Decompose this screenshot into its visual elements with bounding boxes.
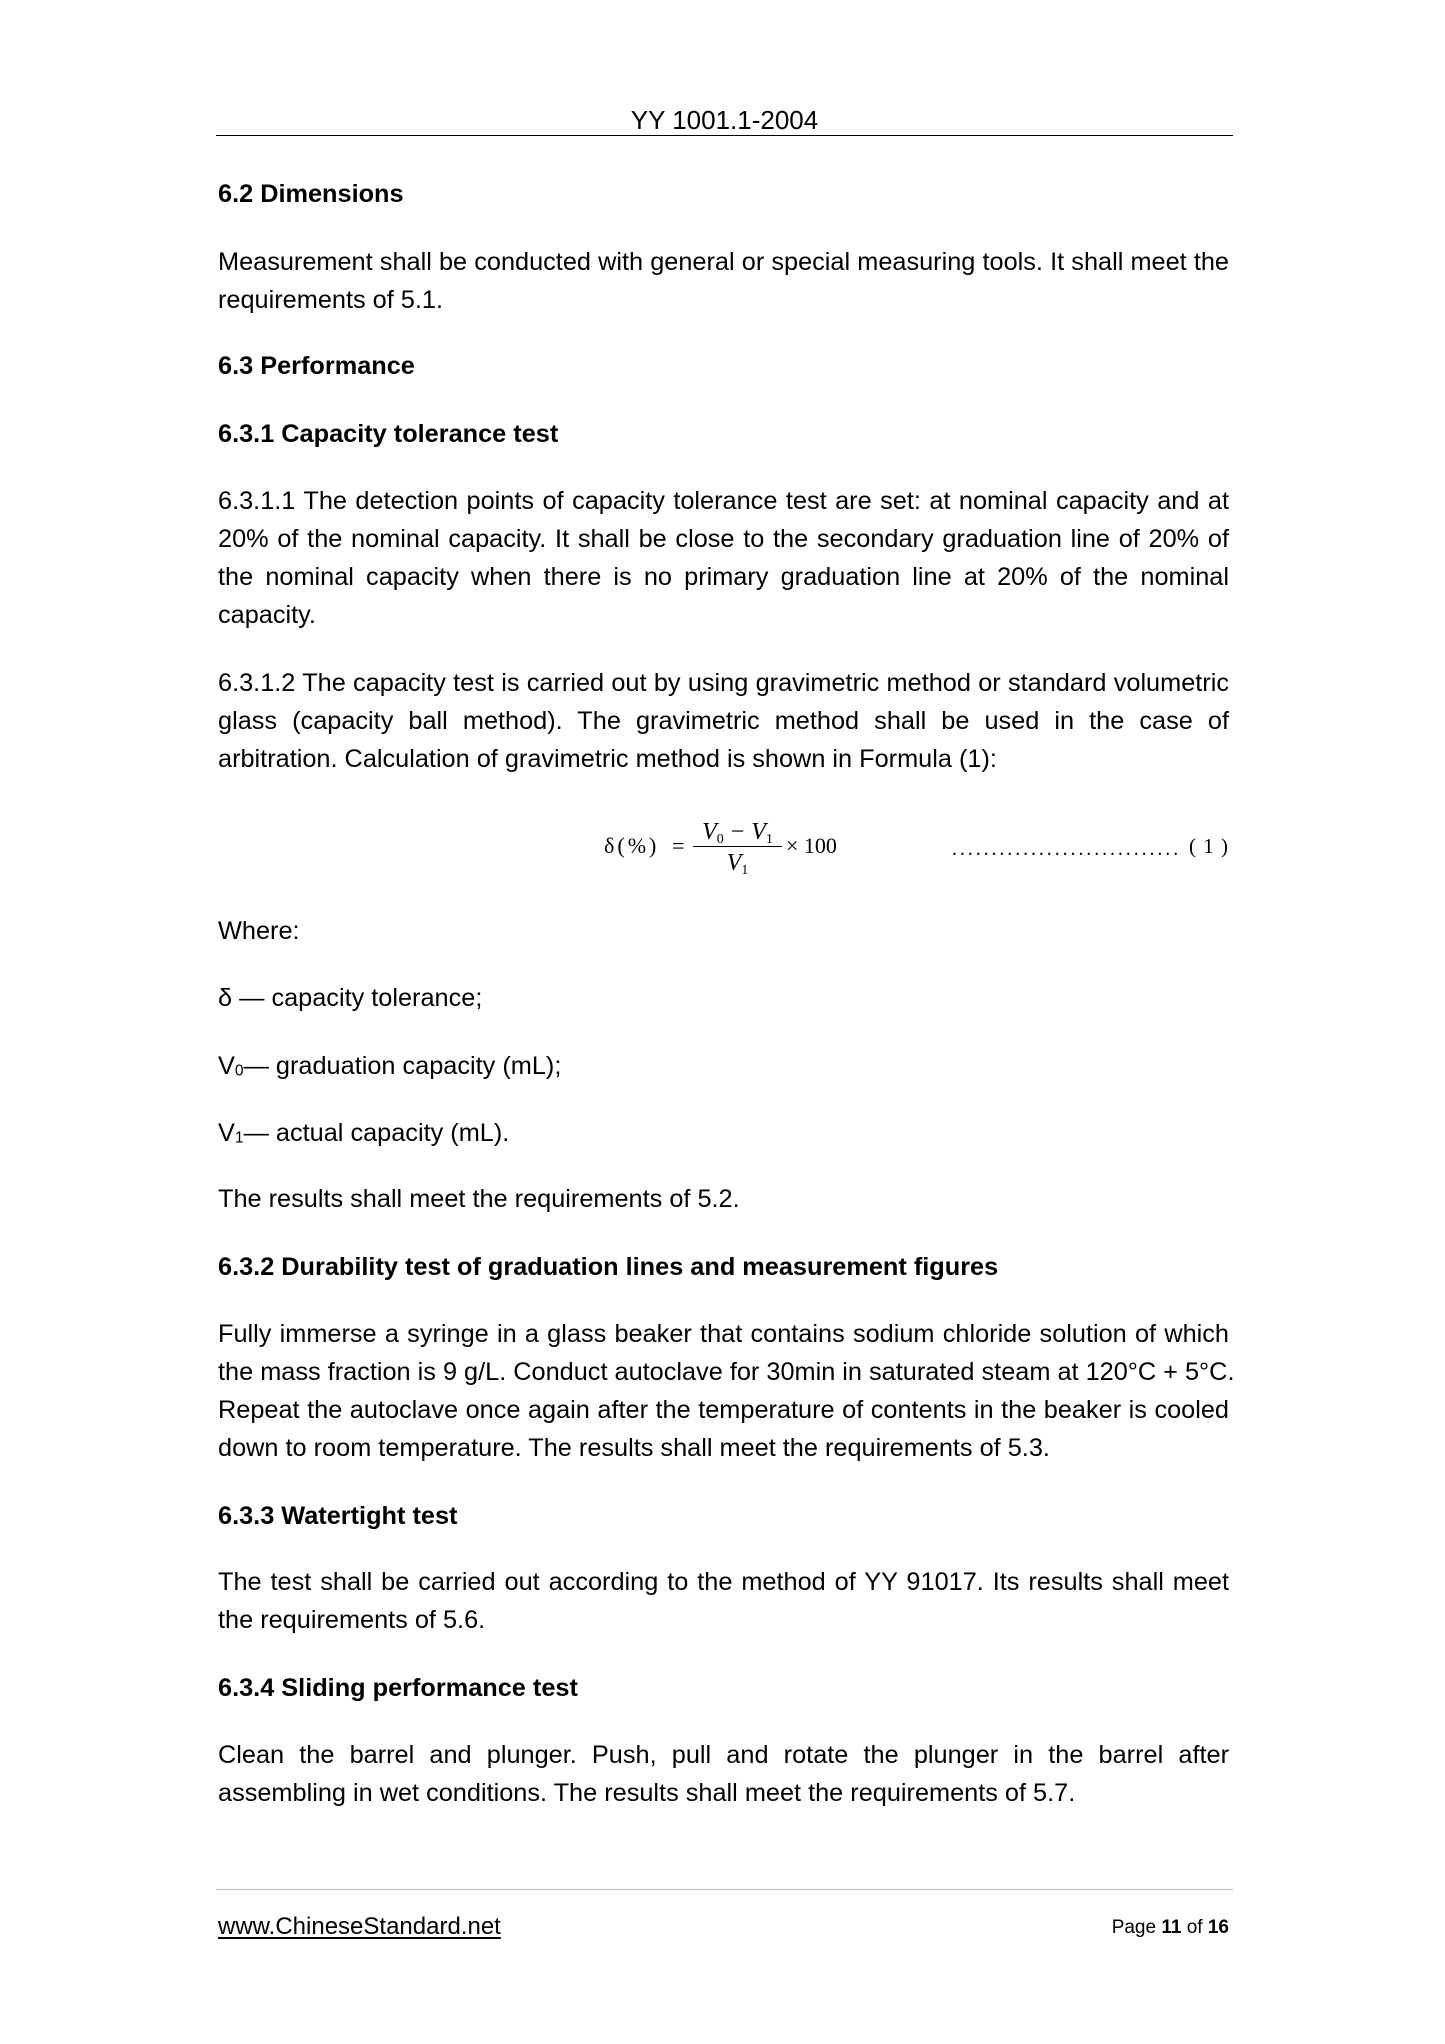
of-word: of bbox=[1186, 1917, 1203, 1938]
symbol-v: V bbox=[218, 1052, 235, 1080]
formula-denominator bbox=[693, 848, 782, 878]
paragraph-line bbox=[218, 596, 1229, 634]
line-text: capacity. bbox=[218, 601, 316, 629]
fraction-bar bbox=[693, 846, 782, 847]
paragraph-line bbox=[218, 1774, 1229, 1812]
line-text: down to room temperature. The results shall meet the requirements of 5.3. bbox=[218, 1434, 1050, 1462]
line-text: the mass fraction is 9 g/L. Conduct autoclave for 30min in saturated steam at 120°C + 5°C. bbox=[218, 1358, 1235, 1386]
subscript: 1 bbox=[741, 862, 749, 878]
line-text: 6.3.1.2 The capacity test is carried out by using gravimetric method or standard volumetric bbox=[218, 669, 1229, 697]
definition-text: — actual capacity (mL). bbox=[243, 1118, 510, 1147]
paragraph-line bbox=[218, 1315, 1229, 1353]
heading-6-3-4: 6.3.4 Sliding performance test bbox=[218, 1674, 578, 1702]
line-text: 6.3.1.1 The detection points of capacity tolerance test are set: at nominal capacity and at bbox=[218, 487, 1229, 515]
paragraph-6-3-2 bbox=[218, 1315, 1235, 1467]
paragraph-6-2 bbox=[218, 243, 1229, 319]
subscript: 1 bbox=[765, 831, 773, 847]
formula-1 bbox=[0, 808, 1445, 884]
paragraph-line bbox=[218, 1563, 1229, 1601]
page-word: Page bbox=[1111, 1917, 1157, 1938]
paragraph-6-3-3 bbox=[218, 1563, 1229, 1639]
line-text: The results shall meet the requirements of 5.2. bbox=[218, 1185, 740, 1213]
symbol-delta: δ bbox=[218, 984, 233, 1012]
line-text: Measurement shall be conducted with general or special measuring tools. It shall meet the bbox=[218, 247, 1229, 276]
definition-v0 bbox=[218, 1047, 1229, 1085]
formula-dot-leader: ............................. bbox=[952, 838, 1182, 860]
paragraph-6-3-1-1 bbox=[218, 482, 1229, 634]
line-text: arbitration. Calculation of gravimetric method is shown in Formula (1): bbox=[218, 745, 997, 773]
document-code-header: YY 1001.1-2004 bbox=[630, 105, 819, 135]
footer-rule bbox=[216, 1889, 1233, 1890]
formula-number: ( 1 ) bbox=[1189, 834, 1229, 858]
line-text: The test shall be carried out according to the method of YY 91017. Its results shall meet bbox=[218, 1568, 1229, 1596]
paragraph-line bbox=[218, 1601, 1229, 1639]
header-rule bbox=[216, 135, 1233, 136]
subscript: 1 bbox=[234, 1128, 244, 1146]
paragraph-line bbox=[218, 1180, 1229, 1218]
paragraph-line bbox=[218, 740, 1229, 778]
result-statement-5-2 bbox=[218, 1180, 1229, 1218]
paragraph-line bbox=[218, 1736, 1229, 1774]
paragraph-line bbox=[218, 702, 1229, 740]
line-text: Repeat the autoclave once again after the temperature of contents in the beaker is cooled bbox=[218, 1396, 1229, 1424]
paragraph-line bbox=[218, 281, 1229, 319]
heading-6-2: 6.2 Dimensions bbox=[218, 179, 404, 208]
subscript: 0 bbox=[716, 831, 724, 847]
line-text: Where: bbox=[218, 917, 300, 945]
paragraph-line bbox=[218, 912, 1229, 950]
line-text: glass (capacity ball method). The gravimetric method shall be used in the case of bbox=[218, 707, 1229, 735]
definition-delta bbox=[218, 979, 1229, 1017]
subscript: 0 bbox=[234, 1062, 244, 1080]
definition-line bbox=[218, 1114, 1229, 1152]
definition-line bbox=[218, 979, 1229, 1017]
formula-multiplier: × 100 bbox=[786, 833, 837, 858]
formula-numerator bbox=[693, 817, 782, 847]
paragraph-line bbox=[218, 1391, 1229, 1429]
variable-v: V bbox=[751, 819, 766, 845]
definition-text: — graduation capacity (mL); bbox=[243, 1052, 562, 1080]
where-label bbox=[218, 912, 1229, 950]
paragraph-6-3-4 bbox=[218, 1736, 1229, 1812]
paragraph-line bbox=[218, 1353, 1235, 1391]
paragraph-line bbox=[218, 1429, 1229, 1467]
symbol-v: V bbox=[218, 1118, 235, 1147]
paragraph-line bbox=[218, 558, 1229, 596]
variable-v: V bbox=[726, 850, 742, 876]
line-text: Clean the barrel and plunger. Push, pull and rotate the plunger in the barrel after bbox=[218, 1741, 1229, 1769]
heading-6-3-2: 6.3.2 Durability test of graduation lines and measurement figures bbox=[218, 1253, 999, 1281]
line-text: Fully immerse a syringe in a glass beaker that contains sodium chloride solution of which bbox=[218, 1320, 1229, 1348]
definition-text: — capacity tolerance; bbox=[232, 984, 483, 1012]
paragraph-line bbox=[218, 664, 1229, 702]
heading-6-3: 6.3 Performance bbox=[218, 352, 415, 380]
heading-6-3-3: 6.3.3 Watertight test bbox=[218, 1502, 458, 1530]
heading-6-3-1: 6.3.1 Capacity tolerance test bbox=[218, 420, 559, 448]
formula-lhs: δ(%) bbox=[604, 833, 660, 858]
variable-v: V bbox=[702, 819, 717, 845]
minus-sign: − bbox=[730, 819, 745, 845]
page-number: 11 bbox=[1161, 1917, 1182, 1938]
line-text: 20% of the nominal capacity. It shall be close to the secondary graduation line of 20% of bbox=[218, 525, 1229, 553]
website-link[interactable]: www.ChineseStandard.net bbox=[218, 1913, 501, 1940]
definition-v1 bbox=[218, 1114, 1229, 1152]
paragraph-6-3-1-2 bbox=[218, 664, 1229, 778]
page-count: 16 bbox=[1207, 1917, 1229, 1938]
paragraph-line bbox=[218, 482, 1229, 520]
formula-equals-sign: = bbox=[672, 833, 685, 858]
page-indicator bbox=[1029, 1915, 1229, 1941]
definition-line bbox=[218, 1047, 1229, 1085]
paragraph-line bbox=[218, 520, 1229, 558]
line-text: requirements of 5.1. bbox=[218, 285, 443, 314]
line-text: the requirements of 5.6. bbox=[218, 1606, 486, 1634]
paragraph-line bbox=[218, 243, 1229, 281]
line-text: the nominal capacity when there is no primary graduation line at 20% of the nominal bbox=[218, 563, 1229, 591]
line-text: assembling in wet conditions. The results shall meet the requirements of 5.7. bbox=[218, 1779, 1076, 1807]
